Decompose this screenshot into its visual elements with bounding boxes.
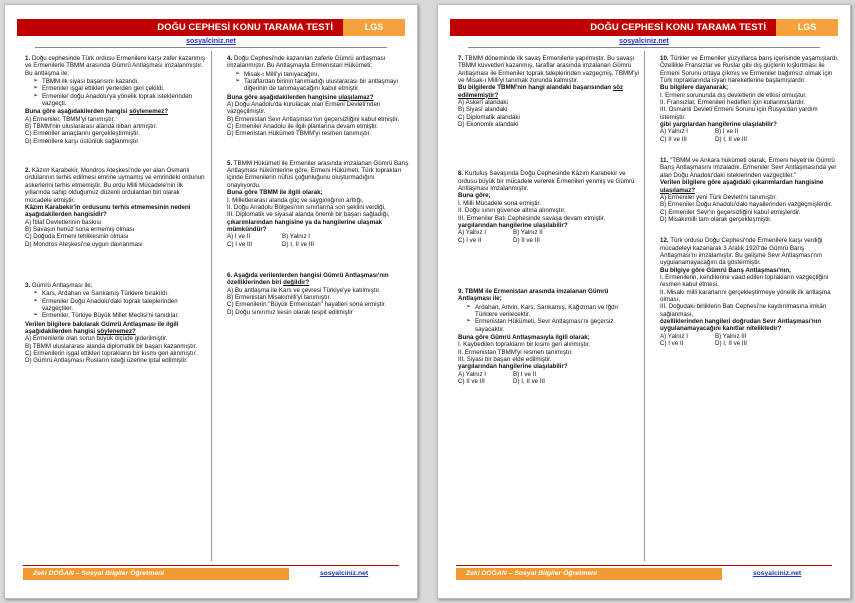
option-b[interactable]: B) I ve II xyxy=(513,370,537,378)
test-title: DOĞU CEPHESİ KONU TARAMA TESTİ xyxy=(17,19,343,36)
bullet: ➢ Misak-ı Milli'yi tanıyacağını, xyxy=(235,71,409,78)
option-b[interactable]: B) TBMM'nin uluslararası alanda itibarı artmıştır. xyxy=(25,123,158,131)
option-d[interactable]: D) Ermenilere karşı üstünlük sağlanmıştır xyxy=(25,137,139,145)
option-b[interactable]: B) Yalnız II xyxy=(513,229,543,237)
option-a[interactable]: A) Ermenilerle olan sorun büyük ölçüde giderilmiştir. xyxy=(25,335,168,343)
test-title: DOĞU CEPHESİ KONU TARAMA TESTİ xyxy=(450,19,776,36)
footer-divider xyxy=(456,565,832,566)
option-c[interactable]: C) I ve II xyxy=(458,236,482,244)
question-12: 12. Türk ordusu Doğu Cephesi'nde Ermenilere karşı verdiği mücadeleyi kazanarak 3 Aralık 1920'de Gümrü Barış Antlaşması'nı imzalamıştır. Bu gelişme Sevr Antlaşması'nın uygulanamayacağını da göstermiştir. Bu bilgiye göre Gümrü Barış Antlaşması'nın, I. Ermenilerin, kendilerine vaad edilen toprakların vazgeçtiğini resmen kabul etmesi, II. Misakı milli kararlarını gerçekleştirmeye yönelik ilk antlaşma olması, III. Doğudaki birliklerin Batı Cephesi'ne kaydırılmasına imkân sağlanması, özelliklerinden hangileri doğrudan Sevr Antlaşması'nın uygulanamayacağını kanıtlar niteliktedir? A) Yalnız I B) Yalnız III C) I ve II D) I, II ve III xyxy=(660,237,842,347)
footer-bar xyxy=(456,568,832,580)
option-a[interactable]: A) I ve II xyxy=(227,233,251,241)
option-b[interactable]: B) Yalnız III xyxy=(715,332,747,340)
option-c[interactable]: C) Ermenilerin "Büyük Ermenistan" hayalleri sona ermiştir. xyxy=(227,301,387,309)
footer-divider xyxy=(23,565,399,566)
column-left xyxy=(458,55,640,395)
statement-2: II. Doğu Anadolu Bölgesi'nin sınırlarına son şeklini verdiği, xyxy=(227,203,386,211)
question-9: 9. TBMM ile Ermenistan arasında imzalanan Gümrü Antlaşması ile; ➢ Ardahan, Artvin, Kars, Sarıkamış, Kağızman ve Iğdır Türklere verilecektir. ➢ Ermenistan Hükümeti, Sevr Antlaşması'nı geçersiz sayacaktır. Buna göre Gümrü Antlaşmasıyla ilgili olarak; I. Kaybedilen toprakların bir kısmı geri alınmıştır. II. Ermenistan TBMM'yi resmen tanımıştır. III. Siyasi bir başarı elde edilmiştir. yargılarından hangilerine ulaşılabilir? A) Yalnız I B) I ve II C) II ve III D) I, II ve III xyxy=(458,288,640,385)
footer-link[interactable]: sosyalciniz.net xyxy=(319,570,369,577)
option-a[interactable]: A) Askerî alandaki xyxy=(458,99,508,107)
statement-1: I. Ermeni sorununda dış devletlerin de etkisi olmuştur. xyxy=(660,91,807,99)
statement-3: III. Doğudaki birliklerin Batı Cephesi'ne kaydırılmasına imkân sağlanması, xyxy=(660,303,827,318)
statement-2: II. Doğu sınırı güvence altına alınmıştır. xyxy=(458,207,566,215)
site-link[interactable]: sosyalciniz.net xyxy=(619,38,669,45)
header-bar xyxy=(450,19,838,36)
statement-1: I. Milli Mücadele sona ermiştir. xyxy=(458,199,541,207)
question-6: 6. Aşağıda verilenlerden hangisi Gümrü Antlaşması'nın özelliklerinden biri değildir? A) Bu antlaşma ile Kars ve çevresi Türkiye'ye katılmıştır. B) Ermenistan Misakımilli'yi tanımıştır. C) Ermenilerin "Büyük Ermenistan" hayalleri sona ermiştir. D) Doğu sınırımız kesin olarak tespit edilmiştir xyxy=(227,272,409,316)
header-divider xyxy=(468,47,820,48)
option-a[interactable]: A) Doğu Anadolu'da kurulacak olan Ermeni Devleti'nden vazgeçilmiştir. xyxy=(227,101,381,116)
header-divider xyxy=(35,47,387,48)
bullet: ➢ Ardahan, Artvin, Kars, Sarıkamış, Kağızman ve Iğdır Türklere verilecektir. xyxy=(466,304,640,319)
column-right xyxy=(227,55,409,326)
option-a[interactable]: A) Yalnız I xyxy=(458,229,486,237)
option-b[interactable]: B) I ve II xyxy=(715,128,739,136)
option-d[interactable]: D) I, II ve III xyxy=(715,340,747,348)
exam-tag: LGS xyxy=(343,19,405,36)
option-d[interactable]: D) Mondros Ateşkesi'ne uygun davranması xyxy=(25,240,143,248)
option-d[interactable]: D) I, II ve III xyxy=(513,378,545,385)
option-c[interactable]: C) Ermenilerin işgal ettikleri toprakların bir kısmı geri alınmıştır. xyxy=(25,350,197,357)
option-c[interactable]: C) Diplomatik alandaki xyxy=(458,113,520,121)
option-a[interactable]: A) Ermeniler, TBMM'yi tanımıştır. xyxy=(25,115,116,123)
option-c[interactable]: C) II ve III xyxy=(660,135,687,143)
statement-1: I. Kaybedilen toprakların bir kısmı geri alınmıştır. xyxy=(458,341,591,349)
option-c[interactable]: C) Doğuda Ermeni tehlikesinin olması xyxy=(25,233,129,241)
option-b[interactable]: B) Savaşın henüz sona ermemiş olması xyxy=(25,225,135,233)
option-d[interactable]: D) Doğu sınırımız kesin olarak tespit edilmiştir xyxy=(227,308,353,316)
option-c[interactable]: C) Ermeniler Anadolu ile ilgili planlarına devam etmiştir. xyxy=(227,123,378,131)
page-1 xyxy=(4,4,418,599)
question-11: 11. "TBMM ve Ankara hükümeti olarak, Ermeni heyeti ile Gümrü Barış Antlaşmasını imzaladık. Ermeniler Sevr Antlaşmasında yer alan Doğu Anadolu'daki isteklerinden vazgeçtiler." Verilen bilgilere göre aşağıdaki çıkarımlardan hangisine ulaşılamaz? A) Ermeniler yeni Türk Devleti'ni tanımıştır. B) Ermeniler Doğu Anadolu'daki hayallerinden vazgeçmişlerdir. C) Ermeniler Sevr'in geçersizliğini kabul etmişlerdir. D) Misakımilli tam olarak gerçekleşmiştir. xyxy=(660,157,842,223)
option-b[interactable]: B) Ermeniler Doğu Anadolu'daki hayallerinden vazgeçmişlerdir. xyxy=(660,201,833,209)
option-d[interactable]: D) I, II ve III xyxy=(282,240,314,248)
option-a[interactable]: A) Ermeniler yeni Türk Devleti'ni tanımıştır. xyxy=(660,193,777,201)
option-c[interactable]: C) I ve III xyxy=(227,240,253,248)
question-2: 2. Kâzım Karabekir, Mondros Ateşkesi'nde yer alan Osmanlı ordularının terhis edilmesi emrine uymamış ve emrindeki ordunun askerlerini terhis etmemiştir. Bu ordu Milli Mücadele'nin ilk yıllarında sahip olduğumuz düzenli ordulardan biri olarak mücadele etmiştir. Kâzım Karabekir'in ordusunu terhis etmemesinin nedeni aşağıdakilerden hangisidir? A) İtilaf Devletlerinin baskısı B) Savaşın henüz sona ermemiş olması C) Doğuda Ermeni tehlikesinin olması D) Mondros Ateşkesi'ne uygun davranması xyxy=(25,167,207,248)
site-link[interactable]: sosyalciniz.net xyxy=(186,38,236,45)
footer-link[interactable]: sosyalciniz.net xyxy=(752,570,802,577)
option-a[interactable]: A) Yalnız I xyxy=(660,128,688,136)
option-c[interactable]: C) Ermeniler Sevr'in geçersizliğini kabul etmişlerdir. xyxy=(660,208,801,216)
exam-tag: LGS xyxy=(776,19,838,36)
option-d[interactable]: D) Ermenistan Hükümeti TBMM'yi resmen tanımıştır. xyxy=(227,130,372,138)
footer-bar xyxy=(23,568,399,580)
option-b[interactable]: B) Yalnız I xyxy=(282,233,310,241)
bullet: ➢ Ermeniler, Türkiye Büyük Millet Meclisi'ni tanıdılar. xyxy=(33,312,207,319)
column-right xyxy=(660,55,842,357)
author: Zeki DOĞAN – Sosyal Bilgiler Öğretmeni xyxy=(23,568,289,580)
statement-1: I. Milletlerarası alanda güç ve saygınlığının arttığı, xyxy=(227,196,364,204)
option-b[interactable]: B) TBMM uluslararası alanda diplomatik bir başarı kazanmıştır. xyxy=(25,342,198,350)
statement-2: II. Misakı milli kararlarını gerçekleştirmeye yönelik ilk antlaşma olması, xyxy=(660,288,831,303)
option-a[interactable]: A) Yalnız I xyxy=(660,332,688,340)
question-5: 5. TBMM Hükümeti ile Ermeniler arasında imzalanan Gümrü Barış Antlaşması hükümlerine göre, Ermeni Hükümeti, Türk toprakları içinde Ermenilerin nüfus çoğunluğunu oluşturmadığını onaylıyordu. Buna göre TBMM ile ilgili olarak; I. Milletlerarası alanda güç ve saygınlığının arttığı, II. Doğu Anadolu Bölgesi'nin sınırlarına son şeklini verdiği, III. Diplomatik ve siyasal alanda önemli bir başarı sağladığı, çıkarımlarından hangisine ya da hangilerine ulaşmak mümkündür? A) I ve II B) Yalnız I C) I ve III D) I, II ve III xyxy=(227,159,409,248)
option-a[interactable]: A) Bu antlaşma ile Kars ve çevresi Türkiye'ye katılmıştır. xyxy=(227,286,381,294)
statement-2: II. Ermenistan TBMM'yi resmen tanımıştır. xyxy=(458,348,573,356)
option-d[interactable]: D) Ekonomik alandaki xyxy=(458,121,519,129)
statement-3: III. Ermeniler Batı Cephesinde savaşa devam etmiştir. xyxy=(458,214,606,222)
column-left xyxy=(25,55,207,375)
header-bar xyxy=(17,19,405,36)
option-b[interactable]: B) Siyasî alandaki xyxy=(458,106,508,114)
option-d[interactable]: D) Gümrü Antlaşması Rusların isteği üzerine iptal edilmiştir. xyxy=(25,357,188,365)
option-c[interactable]: C) II ve III xyxy=(458,378,485,385)
author: Zeki DOĞAN – Sosyal Bilgiler Öğretmeni xyxy=(456,568,722,580)
bullet: ➢ Ermenistan Hükümeti, Sevr Antlaşması'nı geçersiz sayacaktır. xyxy=(466,318,640,333)
option-a[interactable]: A) Yalnız I xyxy=(458,370,486,378)
bullet: ➢ Kars, Ardahan ve Sarıkamış Türklere bırakıldı. xyxy=(33,290,207,297)
question-7: 7. TBMM döneminde ilk savaş Ermenilerle yapılmıştır. Bu savaşı TBMM kuvvetleri kazanmış, taraflar arasında imzalanan Gümrü Antlaşması ile Ermeniler toprak taleplerinden vazgeçmiş, TBMM'yi ve Misak-ı Milli'yi tanımak zorunda kalmıştır. Bu bilgilerde TBMM'nin hangi alandaki başarısından söz edilmemiştir? A) Askerî alandaki B) Siyasî alandaki C) Diplomatik alandaki D) Ekonomik alandaki xyxy=(458,55,639,129)
bullet: ➢ Ermeniler Doğu Anadolu'daki toprak taleplerinden vazgeçtiler. xyxy=(33,298,207,313)
column-divider xyxy=(644,51,645,561)
column-divider xyxy=(211,51,212,561)
option-c[interactable]: C) I ve II xyxy=(660,340,684,348)
option-d[interactable]: D) Misakımilli tam olarak gerçekleşmiştir. xyxy=(660,215,772,223)
question-10: 10. Türkler ve Ermeniler yüzyıllarca barış içerisinde yaşamışlardı. Özellikle Fransızlar ve Ruslar gibi dış güçlerin kışkırtması ile Ermeni Sorunu ortaya çıkmış ve Ermeniler bağımsız olmak için Türk topraklarında isyan hareketlerine başlamışlardır. Bu bilgilere dayanarak; I. Ermeni sorununda dış devletlerin de etkisi olmuştur. II. Fransızlar, Ermenileri hedefleri için kullanmışlardır. III. Osmanlı Devleti Ermeni Sorunu için Rusya'dan yardım istemiştir. gibi yargılardan hangilerine ulaşılabilir? A) Yalnız I B) I ve II C) II ve III D) I, II ve III xyxy=(660,55,842,143)
question-3: 3. Gümrü Antlaşması ile; ➢ Kars, Ardahan ve Sarıkamış Türklere bırakıldı. ➢ Ermeniler Doğu Anadolu'daki toprak taleplerinden vazgeçtiler. ➢ Ermeniler, Türkiye Büyük Millet Meclisi'ni tanıdılar. Verilen bilgilere bakılarak Gümrü Antlaşması ile ilgili aşağıdakilerden hangisi söylenemez? A) Ermenilerle olan sorun büyük ölçüde giderilmiştir. B) TBMM uluslararası alanda diplomatik bir başarı kazanmıştır. C) Ermenilerin işgal ettikleri toprakların bir kısmı geri alınmıştır. D) Gümrü Antlaşması Rusların isteği üzerine iptal edilmiştir. xyxy=(25,282,207,365)
bullet: ➢ Ermeniler işgal ettikleri yerlerden geri çekildi. xyxy=(33,85,207,92)
option-b[interactable]: B) Ermenistan Misakımilli'yi tanımıştır. xyxy=(227,293,331,301)
option-b[interactable]: B) Ermenistan Sevr Antlaşması'nın geçersizliğini kabul etmiştir. xyxy=(227,115,400,123)
statement-3: III. Osmanlı Devleti Ermeni Sorunu için Rusya'dan yardım istemiştir. xyxy=(660,106,818,121)
option-c[interactable]: C) Ermeniler amaçlarını gerçekleştirmiştir. xyxy=(25,130,140,138)
question-1: 1. Doğu cephesinde Türk ordusu Ermenilere karşı zafer kazanmış ve Ermenilerle TBMM arasında Gümrü Antlaşması imzalanmıştır. Bu antlaşma ile; ➢ TBMM ilk siyasi başarısını kazandı. ➢ Ermeniler işgal ettikleri yerlerden geri çekildi. ➢ Ermeniler doğu Anadolu'ya yönelik toprak isteklerinden vazgeçti. Buna göre aşağıdakilerden hangisi söylenemez? A) Ermeniler, TBMM'yi tanımıştır. B) TBMM'nin uluslararası alanda itibarı artmıştır. C) Ermeniler amaçlarını gerçekleştirmiştir. D) Ermenilere karşı üstünlük sağlanmıştır xyxy=(25,55,207,145)
option-a[interactable]: A) İtilaf Devletlerinin baskısı xyxy=(25,218,102,226)
bullet: ➢ TBMM ilk siyasi başarısını kazandı. xyxy=(33,78,207,85)
bullet: ➢ Ermeniler doğu Anadolu'ya yönelik toprak isteklerinden vazgeçti. xyxy=(33,93,207,108)
option-d[interactable]: D) I, II ve III xyxy=(715,135,747,143)
bullet: ➢ Taraflardan birinin tanımadığı uluslararası bir antlaşmayı diğerinin de tanımayacağını kabul etmiştir. xyxy=(235,78,409,93)
statement-2: II. Fransızlar, Ermenileri hedefleri için kullanmışlardır. xyxy=(660,99,806,107)
question-4: 4. Doğu Cephesi'nde kazanılan zaferle Gümrü antlaşması imzalanmıştır. Bu Antlaşmayla Ermenistan Hükümeti; ➢ Misak-ı Milli'yi tanıyacağını, ➢ Taraflardan birinin tanımadığı uluslararası bir antlaşmayı diğerinin de tanımayacağını kabul etmiştir. Buna göre aşağıdakilerden hangisine ulaşılamaz? A) Doğu Anadolu'da kurulacak olan Ermeni Devleti'nden vazgeçilmiştir. B) Ermenistan Sevr Antlaşması'nın geçersizliğini kabul etmiştir. C) Ermeniler Anadolu ile ilgili planlarına devam etmiştir. D) Ermenistan Hükümeti TBMM'yi resmen tanımıştır. xyxy=(227,55,409,138)
statement-1: I. Ermenilerin, kendilerine vaad edilen toprakların vazgeçtiğini resmen kabul etmesi, xyxy=(660,273,829,289)
statement-3: III. Diplomatik ve siyasal alanda önemli bir başarı sağladığı, xyxy=(227,211,390,219)
question-8: 8. Kurtuluş Savaşında Doğu Cephesinde Kâzım Karabekir ve ordusu büyük bir mücadele vererek Ermenileri yenmiş ve Gümrü Antlaşması imzalanmıştır. Buna göre; I. Milli Mücadele sona ermiştir. II. Doğu sınırı güvence altına alınmıştır. III. Ermeniler Batı Cephesinde savaşa devam etmiştir. yargılarından hangilerine ulaşılabilir? A) Yalnız I B) Yalnız II C) I ve II D) II ve III xyxy=(458,170,640,243)
page-2 xyxy=(437,4,851,599)
statement-3: III. Siyasi bir başarı elde edilmiştir. xyxy=(458,355,552,363)
option-d[interactable]: D) II ve III xyxy=(513,236,540,244)
